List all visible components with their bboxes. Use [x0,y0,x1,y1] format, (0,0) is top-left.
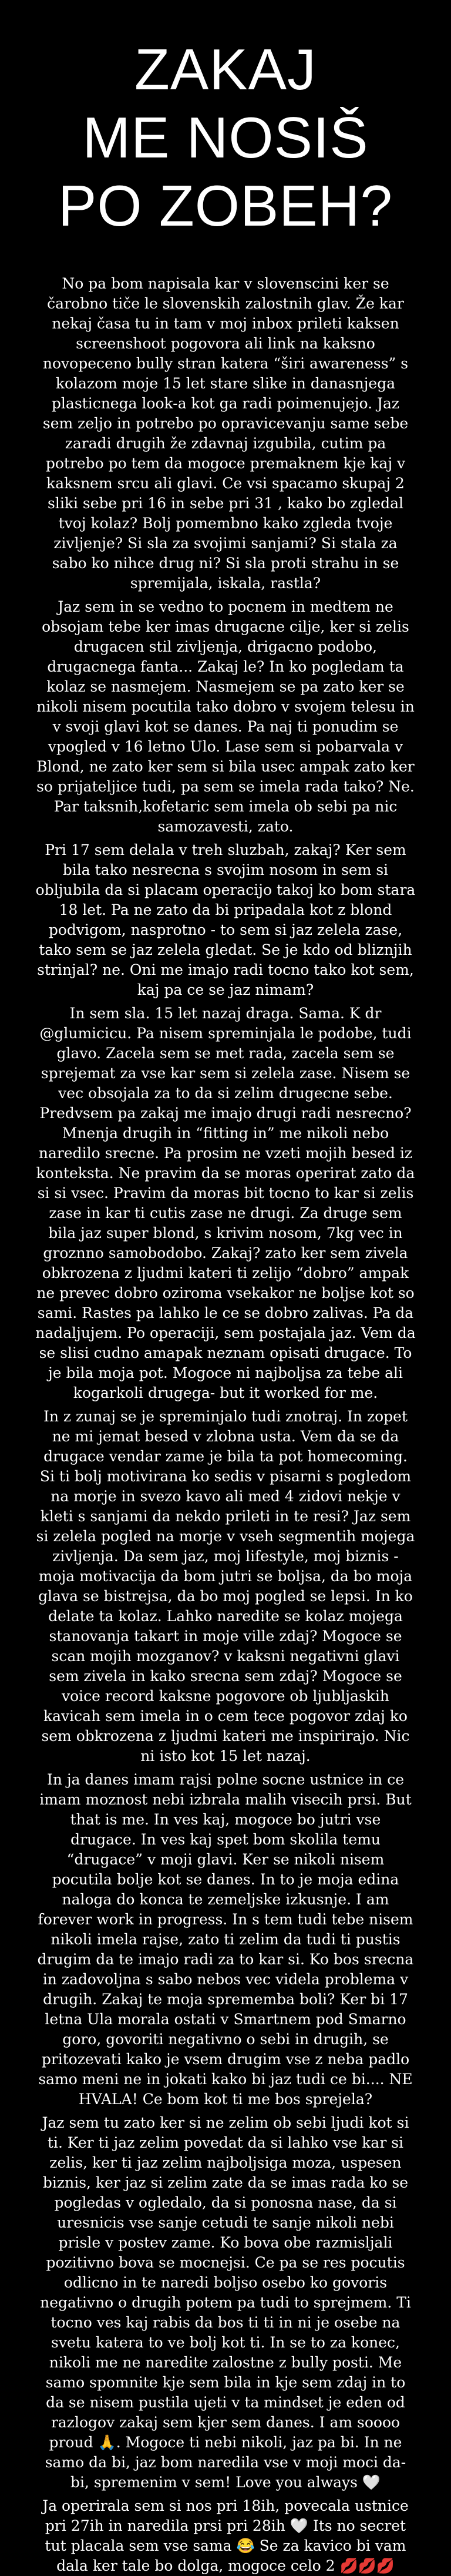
paragraph: In sem sla. 15 let nazaj draga. Sama. K dr @glumicicu. Pa nisem spreminjala le podobe, tudi glavo. Zacela sem se met rada, zacela sem se sprejemat za vse kar sem si zelela zase. Nisem se vec obsojala za to da si zelim drugecne sebe. Predvsem pa zakaj me imajo drugi radi nesrecno? Mnenja drugih in “fitting in” me nikoli nebo naredilo srecne. Pa prosim ne vzeti mojih besed iz konteksta. Ne pravim da se moras operirat zato da si si vsec. Pravim da moras bit tocno to kar si zelis zase in kar ti cutis zase ne drugi. Za druge sem bila jaz super blond, s krivim nosom, 7kg vec in groznno samobodobo. Zakaj? zato ker sem zivela obkrozena z ljudmi kateri ti zelijo “dobro” ampak ne prevec dobro oziroma vsekakor ne boljse kot so sami. Rastes pa lahko le ce se dobro zalivas. Pa da nadaljujem. Po operaciji, sem postajala jaz. Vem da se slisi cudno amapak neznam opisati drugace. To je bila moja pot. Mogoce ni najboljsa za tebe ali kogarkoli drugega- but it worked for me. [35,1005,416,1401]
paragraph: Jaz sem in se vedno to pocnem in medtem ne obsojam tebe ker imas drugacne cilje, ker si zelis drugacen stil zivljenja, drigacno podobo, drugacnega fanta... Zakaj le? In ko pogledam ta kolaz se nasmejem. Nasmejem se pa zato ker se nikoli nisem pocutila tako dobro v svojem telesu in v svoji glavi kot se danes. Pa naj ti ponudim se vpogled v 16 letno Ulo. Lase sem si pobarvala v Blond, ne zato ker sem si bila usec ampak zato ker so prijateljice tudi, pa sem se imela rada tako? Ne. Par taksnih,kofetaric sem imela ob sebi pa nic samozavesti, zato. [36,598,415,835]
title-line-2: ME NOSIŠ [82,105,369,170]
paragraph: No pa bom napisala kar v slovenscini ker se čarobno tiče le slovenskih zalostnih glav. Že kar nekaj časa tu in tam v moj inbox prileti kaksen screenshoot pogovora ali link na kaksno novopeceno bully stran katera “širi awareness” s kolazom moje 15 let stare slike in danasnjega plasticnega look-a kot ga radi poimenujejo. Jaz sem zeljo in potrebo po opravicevanju same sebe zaradi drugih že zdavnaj izgubila, cutim pa potrebo po tem da mogoce premaknem kje kaj v kaksnem srcu ali glavi. Ce vsi spacamo skupaj 2 sliki sebe pri 16 in sebe pri 31 , kako bo zgledal tvoj kolaz? Bolj pomembno kako zgleda tvoje zivljenje? Si sla za svojimi sanjami? Si stala za sabo ko nihce drug ni? Si sla proti strahu in se spremijala, iskala, rastla? [42,275,409,592]
paragraph: Ja operirala sem si nos pri 18ih, povecala ustnice pri 27ih in naredila prsi pri 28ih 🤍 Its no secret tut placala sem vse sama 😂 Se za kavico bi vam dala ker tale bo dolga, mogoce celo 2 💋💋💋 [42,2497,409,2574]
paragraph: Pri 17 sem delala v treh sluzbah, zakaj? Ker sem bila tako nesrecna s svojim nosom in sem si obljubila da si placam operacijo takoj ko bom stara 18 let. Pa ne zato da bi pripadala kot z blond podvigom, nasprotno - to sem si jaz zelela zase, tako sem se jaz zelela gledat. Se je kdo od bliznjih strinjal? ne. Oni me imajo radi tocno tako kot sem, kaj pa ce se jaz nimam? [35,841,416,998]
title-line-3: PO ZOBEH? [58,173,393,238]
paragraph: In z zunaj se je spreminjalo tudi znotraj. In zopet ne mi jemat besed v zlobna usta. Vem da se da drugace vendar zame je bila ta pot homecoming. Si ti bolj motivirana ko sedis v pisarni s pogledom na morje in svezo kavo ali med 4 zidovi nekje v kleti s sanjami da nekdo prileti in te resi? Jaz sem si zelela pogled na morje v vseh segmentih mojega zivljenja. Da sem jaz, moj lifestyle, moj biznis - moja motivacija da bom jutri se boljsa, da bo moja glava se bistrejsa, da bo moj pogled se lepsi. In ko delate ta kolaz. Lahko naredite se kolaz mojega stanovanja takart in moje ville zdaj? Mogoce se scan mojih mozganov? v kaksni negativni glavi sem zivela in kako srecna sem zdaj? Mogoce se voice record kaksne pogovore ob ljubljaskih kavicah sem imela in o cem tece pogovor zdaj ko sem obkrozena z ljudmi kateri me inspirirajo. Nic ni isto kot 15 let nazaj. [36,1408,415,1765]
paragraph: Jaz sem tu zato ker si ne zelim ob sebi ljudi kot si ti. Ker ti jaz zelim povedat da si lahko vse kar si zelis, ker ti jaz zelim najboljsiga moza, uspesen biznis, ker jaz si zelim zate da se imas rada ko se pogledas v ogledalo, da si ponosna nase, da si uresnicis vse sanje cetudi te sanje nikoli nebi prisle v postev zame. Ko bova obe razmisljali pozitivno bova se mocnejsi. Ce pa se res pocutis odlicno in te naredi boljso osebo ko govoris negativno o drugih potem pa tudi to sprejmem. Ti tocno ves kaj rabis da bos ti ti in ni je osebe na svetu katera to ve bolj kot ti. In se to za konec, nikoli me ne naredite zalostne z bully posti. Me samo spomnite kje sem bila in kje sem zdaj in to da se nisem pustila ujeti v ta mindset je eden od razlogov zakaj sem kjer sem danes. I am soooo proud 🙏. Mogoce ti nebi nikoli, jaz pa bi. In ne samo da bi, jaz bom naredila vse v moji moci da- bi, spremenim v sem! Love you always 🤍 [40,2114,411,2491]
post-title [35,35,416,240]
title-line-1: ZAKAJ [134,37,317,102]
post-body [35,274,416,2576]
paragraph: In ja danes imam rajsi polne socne ustnice in ce imam moznost nebi izbrala malih visecih prsi. But that is me. In ves kaj, mogoce bo jutri vse drugace. In ves kaj spet bom skolila temu “drugace” v moji glavi. Ker se nikoli nisem pocutila bolje kot se danes. In to je moja edina naloga do konca te zemeljske izkusnje. I am forever work in progress. In s tem tudi tebe nisem nikoli imela rajse, zato ti zelim da tudi ti pustis drugim da te imajo radi za to kar si. Ko bos srecna in zadovoljna s sabo nebos vec videla problema v drugih. Zakaj te moja sprememba boli? Ker bi 17 letna Ula morala ostati v Smartnem pod Smarno goro, govoriti negativno o sebi in drugih, se pritozevati kako je vsem drugim vse z neba padlo samo meni ne in jokati kako bi jaz tudi ce bi.... NE HVALA! Ce bom kot ti me bos sprejela? [37,1771,414,2108]
